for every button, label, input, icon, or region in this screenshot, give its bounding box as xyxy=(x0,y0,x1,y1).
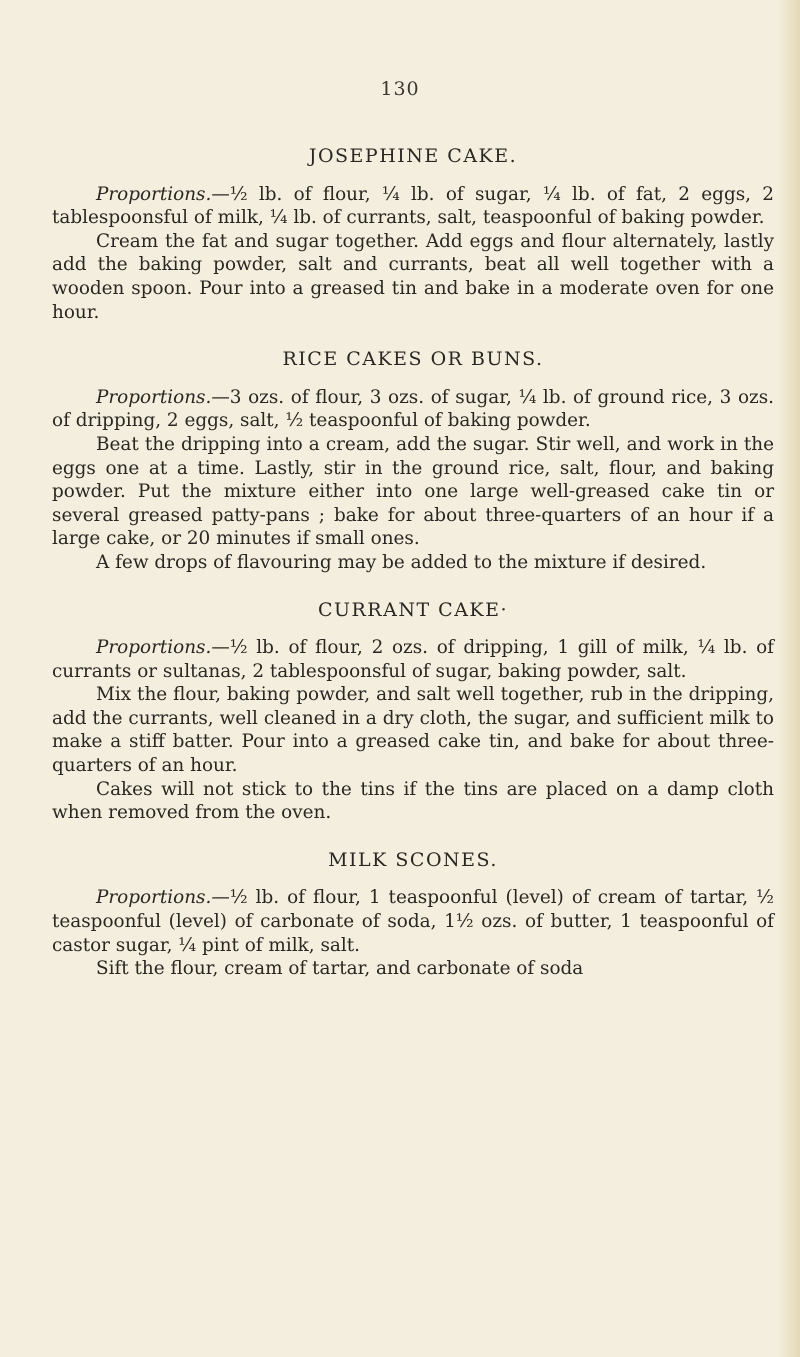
proportions-label: Proportions. xyxy=(96,637,212,659)
proportions-paragraph xyxy=(52,183,774,230)
recipe-title: CURRANT CAKE· xyxy=(317,598,509,621)
recipe-title: MILK SCONES. xyxy=(328,848,498,871)
proportions-text: —½ lb. of flour, ¼ lb. of sugar, ¼ lb. of fat, 2 eggs, 2 tablespoonsful of milk, ¼ lb. of currants, salt, teaspoonful of baking powder. xyxy=(52,183,774,229)
recipe-title: JOSEPHINE CAKE. xyxy=(308,145,518,167)
proportions-label: Proportions. xyxy=(96,183,212,205)
proportions-text: —3 ozs. of flour, 3 ozs. of sugar, ¼ lb. of ground rice, 3 ozs. of dripping, 2 eggs, salt, ½ teaspoonful of baking powder. xyxy=(52,386,774,432)
method-paragraph: Mix the flour, baking powder, and salt well together, rub in the dripping, add the currants, well cleaned in a dry cloth, the sugar, and sufficient milk to make a stiff batter. Pour into a greased cake tin, and bake for about three-quarters of an hour. xyxy=(52,684,774,777)
method-paragraph: Sift the flour, cream of tartar, and carbonate of soda xyxy=(96,958,584,980)
note-paragraph: Cakes will not stick to the tins if the tins are placed on a damp cloth when removed from the oven. xyxy=(52,778,774,824)
proportions-label: Proportions. xyxy=(96,386,212,408)
page-number: 130 xyxy=(380,78,420,100)
proportions-paragraph xyxy=(52,636,774,683)
proportions-label: Proportions. xyxy=(96,887,212,909)
proportions-paragraph xyxy=(52,386,774,433)
method-paragraph: Beat the dripping into a cream, add the sugar. Stir well, and work in the eggs one at a time. Lastly, stir in the ground rice, salt, flour, and baking powder. Put the mixture either into one large well-greased cake tin or several greased patty-pans ; bake for about three-quarters of an hour if a large cake, or 20 minutes if small ones. xyxy=(52,433,774,550)
proportions-paragraph xyxy=(52,886,774,957)
page-edge-shading xyxy=(778,0,800,1357)
recipe-josephine-cake xyxy=(52,145,774,324)
recipe-currant-cake xyxy=(52,599,774,825)
recipe-milk-scones xyxy=(52,849,774,981)
page-content xyxy=(52,145,774,1005)
note-paragraph: A few drops of flavouring may be added to the mixture if desired. xyxy=(96,551,707,573)
recipe-title: RICE CAKES OR BUNS. xyxy=(282,348,544,371)
proportions-text: —½ lb. of flour, 2 ozs. of dripping, 1 gill of milk, ¼ lb. of currants or sultanas, 2 tablespoonsful of sugar, baking powder, salt. xyxy=(52,637,774,682)
proportions-text: —½ lb. of flour, 1 teaspoonful (level) of cream of tartar, ½ teaspoonful (level) of carbonate of soda, 1½ ozs. of butter, 1 teaspoonful of castor sugar, ¼ pint of milk, salt. xyxy=(52,887,774,956)
recipe-rice-cakes xyxy=(52,348,774,574)
method-paragraph: Cream the fat and sugar together. Add eggs and flour alternately, lastly add the baking powder, salt and currants, beat all well together with a wooden spoon. Pour into a greased tin and bake in a moderate oven for one hour. xyxy=(52,230,774,323)
